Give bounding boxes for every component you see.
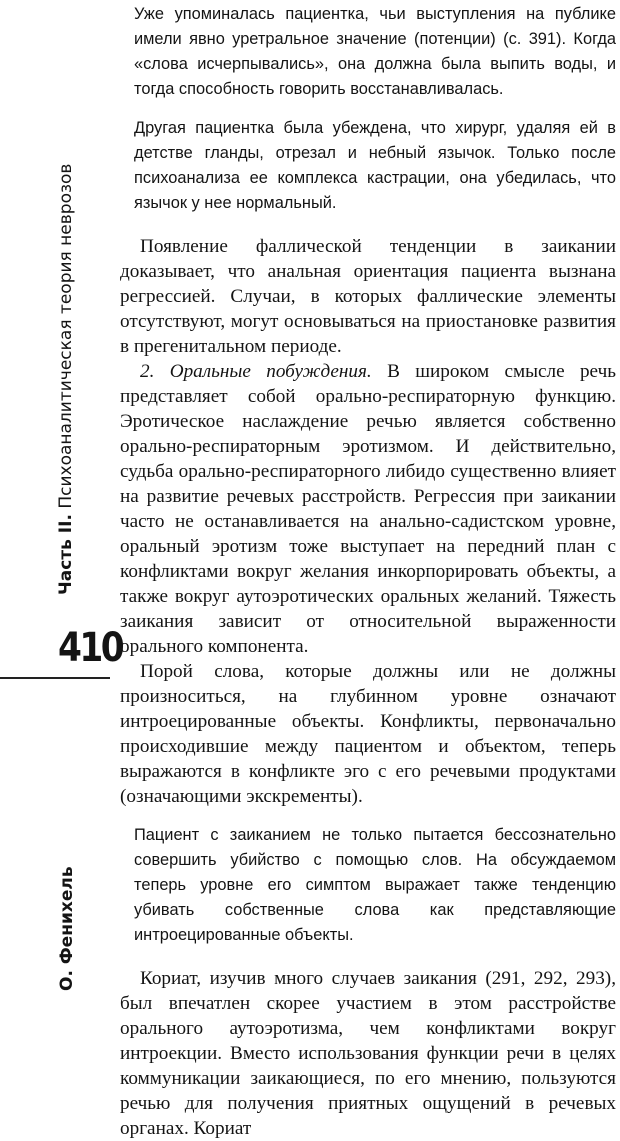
- body-paragraph: Кориат, изучив много случаев заикания (291, 292, 293), был впечатлен скорее участием в этом расстройстве орального аутоэротизма, чем конфликтами вокруг интроекции. Вместо использования функции речи в целях коммуникации заикающиеся, по его мнению, пользуются речью для получения приятных ощущений в речевых органах. Кориат: [120, 968, 616, 1139]
- section-oral-impulses: [120, 359, 616, 659]
- chapter-part: Часть II.: [56, 514, 76, 595]
- case-example-2: Другая пациентка была убеждена, что хирург, удаляя ей в детстве гланды, отрезал и небный язычок. Только после психоанализа ее комплекса кастрации, она убедилась, что язычок у нее нормальный.: [134, 119, 616, 212]
- case-example-3: Пациент с заиканием не только пытается бессознательно совершить убийство с помощью слов. На обсуждаемом теперь уровне его симптом выражает также тенденцию убивать собственные слова как представляющие интроецированные объекты.: [134, 826, 616, 944]
- page-body: [120, 2, 616, 1141]
- section-heading: 2. Оральные побуждения.: [140, 361, 372, 382]
- page-number: 410: [58, 625, 123, 671]
- chapter-title: Психоаналитическая теория неврозов: [56, 163, 76, 509]
- case-example-1: Уже упоминалась пациентка, чьи выступления на публике имели явно уретральное значение (потенции) (с. 391). Когда «слова исчерпывались», она должна была выпить воды, и тогда способность говорить восстанавливалась.: [134, 5, 616, 98]
- running-header-chapter: [56, 164, 76, 595]
- running-header-author: О. Фенихель: [57, 866, 77, 991]
- body-paragraph: Появление фаллической тенденции в заикании доказывает, что анальная ориентация пациента вызнана регрессией. Случаи, в которых фаллические элементы отсутствуют, могут основываться на приостановке развития в прегенитальном периоде.: [120, 236, 616, 357]
- page-number-rule: [0, 677, 110, 679]
- section-text: В широком смысле речь представляет собой орально-респираторную функцию. Эротическое наслаждение речью является собственно орально-респираторным эротизмом. И действительно, судьба орально-респираторного либидо существенно влияет на развитие речевых расстройств. Регрессия при заикании часто не останавливается на анально-садистском уровне, оральный эротизм тоже выступает на передний план с конфликтами вокруг желания инкорпорировать объекты, а также вокруг аутоэротических оральных желаний. Тяжесть заикания зависит от относительной выраженности орального компонента.: [120, 361, 616, 657]
- body-paragraph: Порой слова, которые должны или не должны произноситься, на глубинном уровне означают интроецированные объекты. Конфликты, первоначально происходившие между пациентом и объектом, теперь выражаются в конфликте эго с его речевыми продуктами (означающими экскременты).: [120, 661, 616, 807]
